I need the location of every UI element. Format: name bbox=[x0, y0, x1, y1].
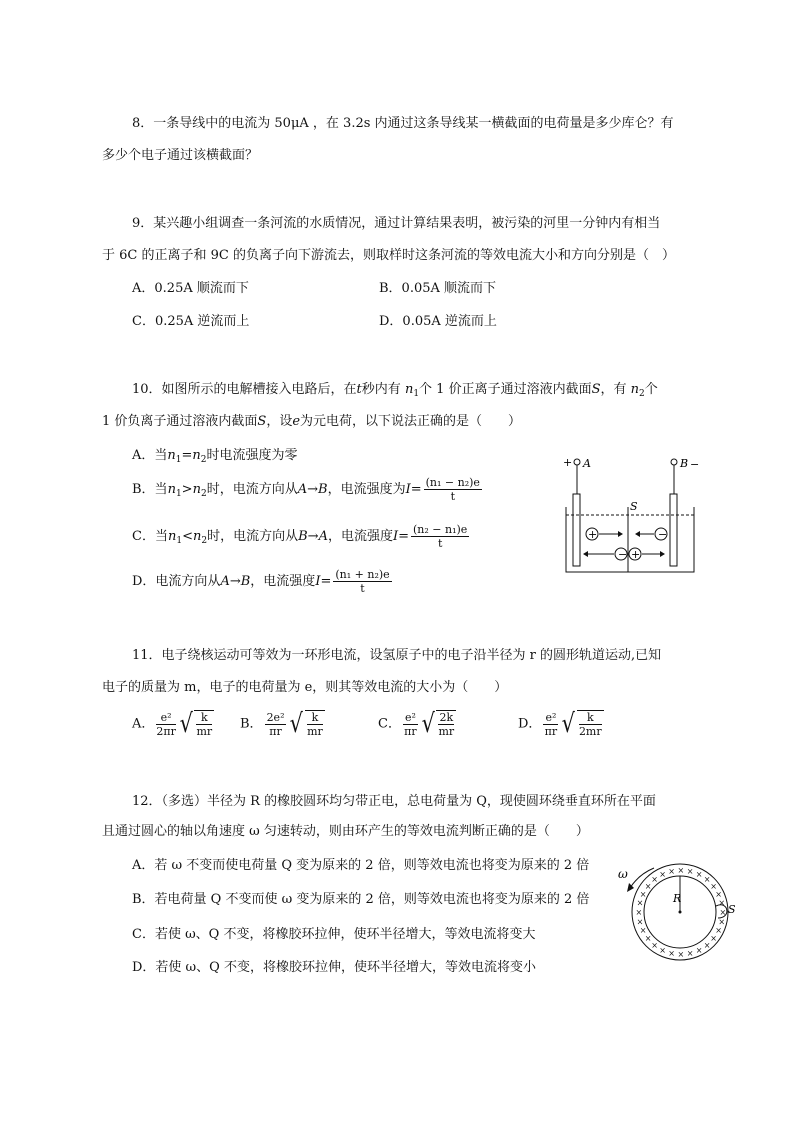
q10-d-fraction: $\frac{\text{(n₁ + n₂)e}}{t}$ bbox=[335, 568, 390, 595]
q9-option-c: C．0.25A 逆流而上 bbox=[132, 314, 250, 329]
charge-mark: × bbox=[677, 866, 685, 875]
q11-option-d: D． $\frac{\text{e²}}{\pi r}$ √ $\frac{k}{2mr}$ bbox=[518, 709, 602, 739]
q11-option-c: C． $\frac{\text{e²}}{\pi r}$ √ $\frac{2k}{mr}$ bbox=[378, 709, 455, 739]
charge-mark: × bbox=[686, 948, 694, 958]
svg-text:+: + bbox=[588, 528, 598, 541]
svg-text:−: − bbox=[618, 548, 628, 561]
fig-label-s: S bbox=[728, 903, 736, 916]
charge-mark: × bbox=[718, 898, 726, 908]
q11-line1: 11．电子绕核运动可等效为一环形电流，设氢原子中的电子沿半径为 r 的圆形轨道运动,已知 bbox=[132, 648, 662, 663]
q12-line1: 12．（多选）半径为 R 的橡胶圆环均匀带正电，总电荷量为 Q，现使圆环绕垂直环所在平面 bbox=[132, 794, 656, 809]
q11-option-b: B． $\frac{\text{2e²}}{\pi r}$ √ $\frac{k}{mr}$ bbox=[240, 709, 323, 739]
q9-option-b: B．0.05A 顺流而下 bbox=[379, 281, 497, 296]
q11-line2: 电子的质量为 m，电子的电荷量为 e，则其等效电流的大小为（ ） bbox=[102, 680, 508, 695]
charge-mark: × bbox=[651, 875, 659, 885]
q10-line1: 10．如图所示的电解槽接入电路后，在t秒内有 $n_1$个 1 价正离子通过溶液内截面S，有 $n_2$个 bbox=[132, 382, 658, 399]
charge-mark: × bbox=[668, 948, 675, 958]
terminal-b-icon bbox=[671, 459, 677, 465]
charge-mark: × bbox=[703, 875, 711, 885]
fig-plus-sign: + bbox=[563, 456, 573, 469]
q10-line2: 1 价负离子通过溶液内截面S，设e为元电荷，以下说法正确的是（ ） bbox=[102, 414, 522, 429]
charge-mark: × bbox=[659, 945, 667, 955]
charge-mark: × bbox=[636, 898, 644, 908]
electrode-a bbox=[573, 494, 580, 566]
charge-mark: × bbox=[659, 870, 667, 880]
svg-text:−: − bbox=[658, 528, 668, 541]
q12-option-c: C．若使 ω、Q 不变，将橡胶环拉伸，使环半径增大，等效电流将变大 bbox=[132, 927, 536, 942]
q8-line1: 8．一条导线中的电流为 50μA ，在 3.2s 内通过这条导线某一横截面的电荷量是多少库仑？有 bbox=[132, 116, 674, 131]
fig-label-b: B bbox=[680, 457, 689, 470]
charge-mark: × bbox=[639, 889, 647, 899]
q10-option-c: C．当$n_1<n_2$时，电流方向从B→A，电流强度I= $\frac{\text{(n₂ − n₁)e}}{t}$ bbox=[132, 523, 468, 550]
q10-option-d: D．电流方向从A→B，电流强度I= $\frac{\text{(n₁ + n₂)e}}{t}$ bbox=[132, 568, 390, 595]
charge-mark: × bbox=[668, 867, 675, 877]
q9-line2: 于 6C 的正离子和 9C 的负离子向下游流去，则取样时这条河流的等效电流大小和方向分别是（ ） bbox=[102, 248, 675, 263]
charge-mark: × bbox=[715, 926, 723, 936]
charge-mark: × bbox=[715, 889, 723, 899]
electrode-b bbox=[670, 494, 677, 566]
q10-c-fraction: $\frac{\text{(n₂ − n₁)e}}{t}$ bbox=[413, 523, 468, 550]
charge-mark: × bbox=[695, 945, 703, 955]
charge-mark: × bbox=[718, 917, 726, 927]
fig-label-s: S bbox=[630, 500, 638, 513]
charge-mark: × bbox=[695, 870, 703, 880]
charge-mark: × bbox=[636, 917, 644, 927]
charge-mark: × bbox=[719, 908, 727, 917]
charge-mark: × bbox=[651, 940, 659, 950]
charge-mark: × bbox=[639, 926, 647, 936]
charge-mark: × bbox=[644, 881, 652, 891]
charge-mark: × bbox=[686, 867, 694, 877]
q12-option-d: D．若使 ω、Q 不变，将橡胶环拉伸，使环半径增大，等效电流将变小 bbox=[132, 960, 536, 975]
svg-text:+: + bbox=[631, 548, 641, 561]
charge-mark: × bbox=[677, 950, 685, 959]
fig-label-r: R bbox=[673, 892, 682, 905]
charge-mark: × bbox=[703, 940, 711, 950]
q8-line2: 多少个电子通过该横截面？ bbox=[102, 148, 259, 163]
charged-ring-diagram bbox=[612, 860, 742, 970]
q9-line1: 9．某兴趣小组调查一条河流的水质情况，通过计算结果表明，被污染的河里一分钟内有相当 bbox=[132, 216, 661, 231]
q12-option-a: A．若 ω 不变而使电荷量 Q 变为原来的 2 倍，则等效电流也将变为原来的 2 倍 bbox=[132, 858, 590, 873]
terminal-a-icon bbox=[574, 459, 580, 465]
q9-option-d: D．0.05A 逆流而上 bbox=[379, 314, 497, 329]
fig-omega-label: ω bbox=[618, 867, 628, 881]
q12-option-b: B．若电荷量 Q 不变而使 ω 变为原来的 2 倍，则等效电流也将变为原来的 2 倍 bbox=[132, 892, 590, 907]
q9-option-a: A．0.25A 顺流而下 bbox=[132, 281, 249, 296]
q10-b-fraction: $\frac{\text{(n₁ − n₂)e}}{t}$ bbox=[425, 476, 480, 503]
fig-minus-sign: − bbox=[690, 458, 700, 471]
charge-mark: × bbox=[644, 934, 652, 944]
electrolytic-cell-diagram bbox=[560, 452, 700, 577]
fig-label-a: A bbox=[583, 457, 591, 470]
q11-option-a: A． $\frac{\text{e²}}{2\pi r}$ √ $\frac{k}{mr}$ bbox=[132, 709, 213, 739]
q10-option-b: B．当$n_1>n_2$时，电流方向从A→B，电流强度为I= $\frac{\text{(n₁ − n₂)e}}{t}$ bbox=[132, 476, 480, 503]
q10-option-a: A．当$n_1=n_2$时电流强度为零 bbox=[132, 448, 298, 465]
charge-mark: × bbox=[635, 908, 643, 917]
charge-mark: × bbox=[710, 881, 718, 891]
q12-line2: 且通过圆心的轴以角速度 ω 匀速转动，则由环产生的等效电流判断正确的是（ ） bbox=[102, 824, 589, 839]
charge-mark: × bbox=[710, 934, 718, 944]
